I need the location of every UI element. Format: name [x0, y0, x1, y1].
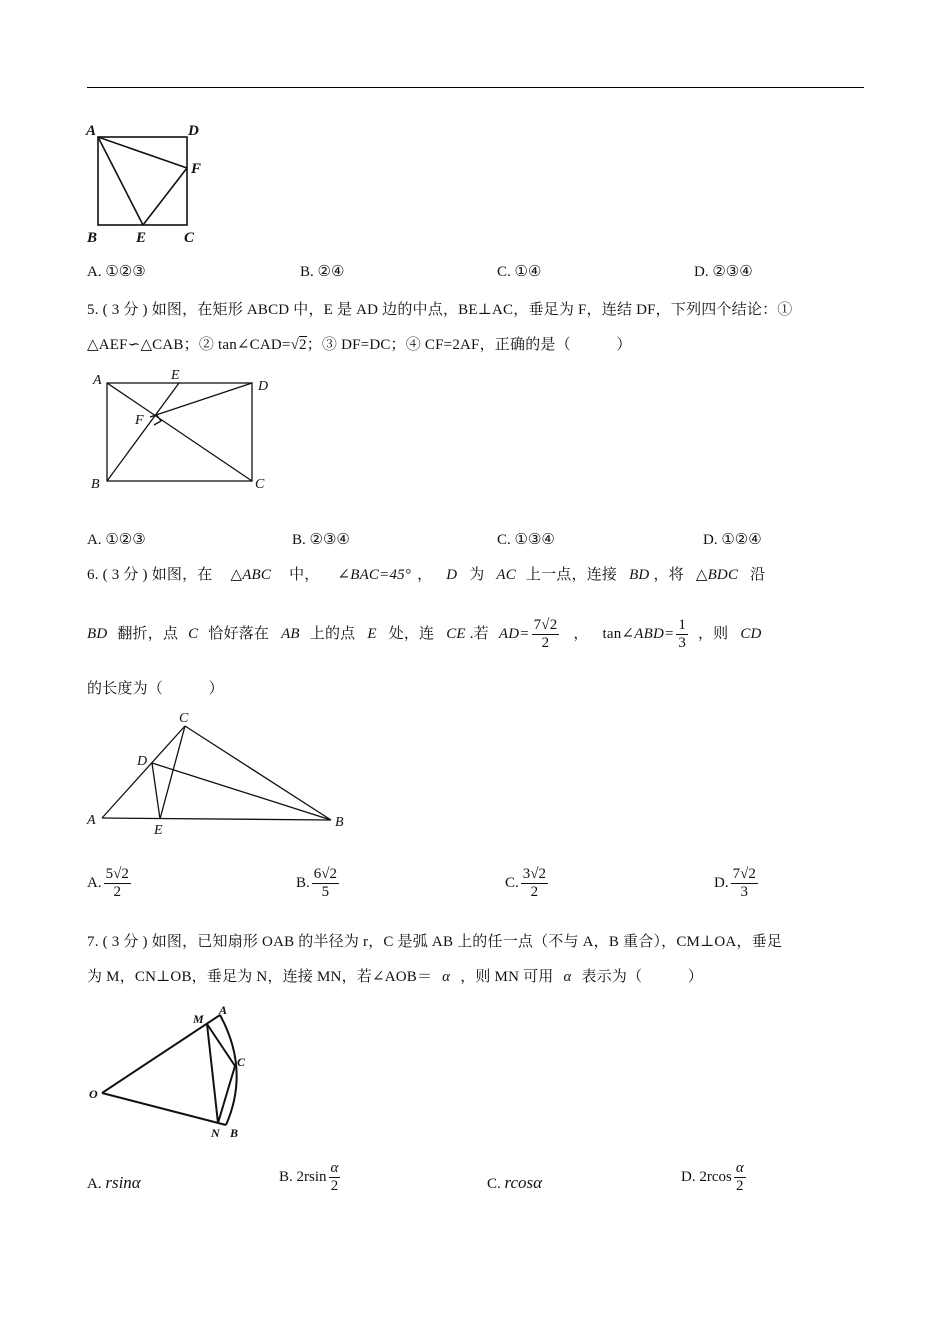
q6-label-e: E — [154, 823, 163, 838]
q6-option-b-num: 6√2 — [312, 866, 339, 884]
q7-label-n: N — [211, 1126, 220, 1140]
q6-l2-cd: CD — [740, 626, 762, 642]
q7-option-d-num: α — [734, 1160, 746, 1178]
q7-option-a-label: A. — [87, 1176, 102, 1192]
q6-l1-jiang: ，将 — [653, 567, 684, 583]
q6-l1-zhong: 中， — [289, 567, 320, 583]
q6-l2-tan: tan∠ — [602, 626, 635, 642]
q7-option-b-fraction — [329, 1160, 341, 1196]
q6-option-d-fraction — [731, 866, 758, 902]
q4-label-b: B — [87, 230, 98, 246]
q6-ad-denominator: 2 — [541, 635, 550, 652]
q7-option-b-num: α — [329, 1160, 341, 1178]
q6-tan-numerator: 1 — [676, 617, 688, 635]
q6-option-b[interactable] — [296, 866, 341, 902]
q5-label-b: B — [91, 477, 100, 492]
q6-label-c: C — [179, 711, 189, 726]
q7-l2-b: ，则 MN 可用 — [460, 969, 554, 985]
q6-segment-ab — [102, 818, 331, 820]
q6-segment-cb — [185, 726, 331, 820]
q6-tan-denominator: 3 — [678, 635, 687, 652]
q5-label-c: C — [255, 477, 265, 492]
q6-l2-ad: AD= — [498, 626, 530, 642]
q7-option-d-den: 2 — [736, 1178, 744, 1195]
q6-option-c[interactable] — [505, 866, 550, 902]
q4-option-b[interactable]: B. ②④ — [300, 264, 345, 280]
q6-figure — [85, 710, 355, 840]
q6-option-d-num: 7√2 — [731, 866, 758, 884]
q5-segment-be — [107, 383, 179, 481]
q7-l2-alpha: α — [442, 969, 451, 985]
q6-option-d-label: D. — [714, 875, 729, 892]
q6-l1-triangle-bdc: △BDC — [695, 567, 739, 583]
q6-option-a-fraction — [104, 866, 131, 902]
q7-l2-c: 表示为（ ） — [581, 969, 704, 985]
q7-option-d-label: D. — [681, 1169, 696, 1186]
q7-radius-ob — [102, 1093, 226, 1125]
q7-stem-line1: 7. ( 3 分 ) 如图，已知扇形 OAB 的半径为 r，C 是弧 AB 上的任一点（不与 A，B 重合），CM⊥OA，垂足 — [87, 934, 783, 950]
q6-option-a-den: 2 — [113, 884, 121, 901]
q6-option-c-label: C. — [505, 875, 519, 892]
q4-label-a: A — [86, 123, 97, 139]
q6-option-c-fraction — [521, 866, 548, 902]
q7-option-a[interactable] — [87, 1173, 141, 1193]
q6-l1-prefix: 6. ( 3 分 ) 如图，在 — [87, 567, 213, 583]
q6-l2-ab: AB — [281, 626, 300, 642]
q5-option-d[interactable]: D. ①②④ — [703, 532, 762, 548]
q6-l2-ce: CE — [446, 626, 466, 642]
q6-ad-fraction — [532, 617, 560, 653]
q6-l2-bd: BD — [87, 626, 108, 642]
q7-option-c[interactable] — [487, 1173, 542, 1193]
q7-option-a-expr: rsinα — [105, 1173, 141, 1192]
q4-square — [98, 137, 187, 225]
q6-l1-yan: 沿 — [750, 567, 766, 583]
q7-option-d[interactable] — [681, 1160, 748, 1196]
q5-stem-line1: 5. ( 3 分 ) 如图，在矩形 ABCD 中，E 是 AD 边的中点，BE⊥AC，垂足为 F，连结 DF，下列四个结论：① — [87, 302, 793, 318]
q6-option-a-num: 5√2 — [104, 866, 131, 884]
q6-label-b: B — [335, 815, 344, 830]
q6-label-a: A — [87, 813, 96, 828]
q7-option-b-prefix: 2rsin — [296, 1169, 327, 1186]
q7-label-m: M — [193, 1012, 204, 1026]
q7-label-a: A — [219, 1003, 228, 1017]
q6-option-a[interactable] — [87, 866, 133, 902]
q6-stem-line1 — [87, 563, 765, 584]
q4-segment-ef — [143, 168, 187, 225]
q7-l2-a: 为 M，CN⊥OB，垂足为 N，连接 MN，若∠AOB＝ — [87, 969, 433, 985]
q6-option-d-den: 3 — [740, 884, 748, 901]
q6-option-b-den: 5 — [321, 884, 330, 901]
q6-option-b-label: B. — [296, 875, 310, 892]
q6-l2-c: C — [188, 626, 199, 642]
q5-sqrt: √2 — [290, 337, 307, 353]
q6-tan-fraction — [676, 617, 688, 653]
q6-l1-d: D — [446, 567, 458, 583]
q6-l2-ruo: .若 — [469, 626, 489, 642]
q6-l1-triangle-abc: △ABC — [230, 567, 272, 583]
q7-stem-line2 — [87, 965, 703, 986]
q6-l1-ac: AC — [496, 567, 516, 583]
q6-segment-db — [152, 763, 331, 820]
q4-label-d: D — [188, 123, 199, 139]
q4-label-e: E — [136, 230, 147, 246]
q7-option-b[interactable] — [279, 1160, 342, 1196]
q7-radius-oa — [102, 1015, 220, 1093]
q6-l1-comma: ， — [417, 567, 433, 583]
q7-segment-cn — [218, 1066, 235, 1123]
q6-l2-ze: ，则 — [697, 626, 729, 642]
q6-option-d[interactable] — [714, 866, 760, 902]
q5-sqrt-radicand: 2 — [299, 337, 307, 353]
q6-option-c-num: 3√2 — [521, 866, 548, 884]
header-rule — [87, 87, 864, 88]
q6-l2-qiahao: 恰好落在 — [208, 626, 270, 642]
q4-label-c: C — [184, 230, 195, 246]
q7-option-d-prefix: 2rcos — [699, 1169, 732, 1186]
q5-stem-line2 — [87, 333, 632, 354]
q7-label-c: C — [237, 1055, 246, 1069]
q6-l1-shang: 上一点，连接 — [525, 567, 618, 583]
q6-option-c-den: 2 — [530, 884, 539, 901]
q6-l1-wei: 为 — [469, 567, 485, 583]
q7-option-d-fraction — [734, 1160, 746, 1196]
q6-option-a-label: A. — [87, 875, 102, 892]
q5-option-b[interactable]: B. ②③④ — [292, 532, 350, 548]
q4-label-f: F — [191, 161, 202, 177]
q5-label-f: F — [135, 413, 144, 428]
q6-l2-abd: ABD= — [634, 626, 675, 642]
q4-option-c[interactable]: C. ①④ — [497, 264, 542, 280]
q6-l2-fanzhe: 翻折，点 — [117, 626, 179, 642]
q7-label-o: O — [89, 1087, 98, 1101]
q6-stem-line2 — [87, 610, 762, 658]
q5-figure — [85, 365, 280, 495]
q6-stem-line3: 的长度为（ ） — [87, 681, 224, 697]
q6-ad-numerator: 7√2 — [532, 617, 560, 635]
q6-option-b-fraction — [312, 866, 339, 902]
q4-option-a[interactable]: A. ①②③ — [87, 264, 146, 280]
q5-diagonal-ac — [107, 383, 252, 481]
q5-label-e: E — [171, 368, 180, 383]
q5-option-c[interactable]: C. ①③④ — [497, 532, 555, 548]
q6-l2-e: E — [367, 626, 377, 642]
q6-l2-comma: ， — [573, 626, 589, 642]
q6-l2-shangdian: 上的点 — [309, 626, 356, 642]
q5-segment-fd — [150, 383, 252, 417]
q6-label-d: D — [137, 754, 148, 769]
q4-figure — [80, 115, 220, 250]
q4-option-d[interactable]: D. ②③④ — [694, 264, 753, 280]
q7-option-c-expr: rcosα — [504, 1173, 543, 1192]
q7-option-b-den: 2 — [330, 1178, 339, 1195]
q7-figure — [85, 1000, 260, 1145]
q5-label-a: A — [93, 373, 102, 388]
q6-l2-chu: 处，连 — [388, 626, 435, 642]
q7-label-b: B — [230, 1126, 239, 1140]
q5-label-d: D — [258, 379, 269, 394]
q6-segment-de — [152, 763, 160, 819]
q7-option-c-label: C. — [487, 1176, 501, 1192]
q7-l2-alpha-2: α — [563, 969, 572, 985]
q6-l1-bd: BD — [629, 567, 650, 583]
q7-option-b-label: B. — [279, 1169, 293, 1186]
q6-l1-angle: ∠BAC=45° — [337, 567, 412, 583]
q5-option-a[interactable]: A. ①②③ — [87, 532, 146, 548]
q5-stem-line2b: ；③ DF=DC；④ CF=2AF，正确的是（ ） — [306, 337, 632, 353]
q5-stem-line2a: △AEF∽△CAB；② tan∠CAD= — [87, 337, 291, 353]
